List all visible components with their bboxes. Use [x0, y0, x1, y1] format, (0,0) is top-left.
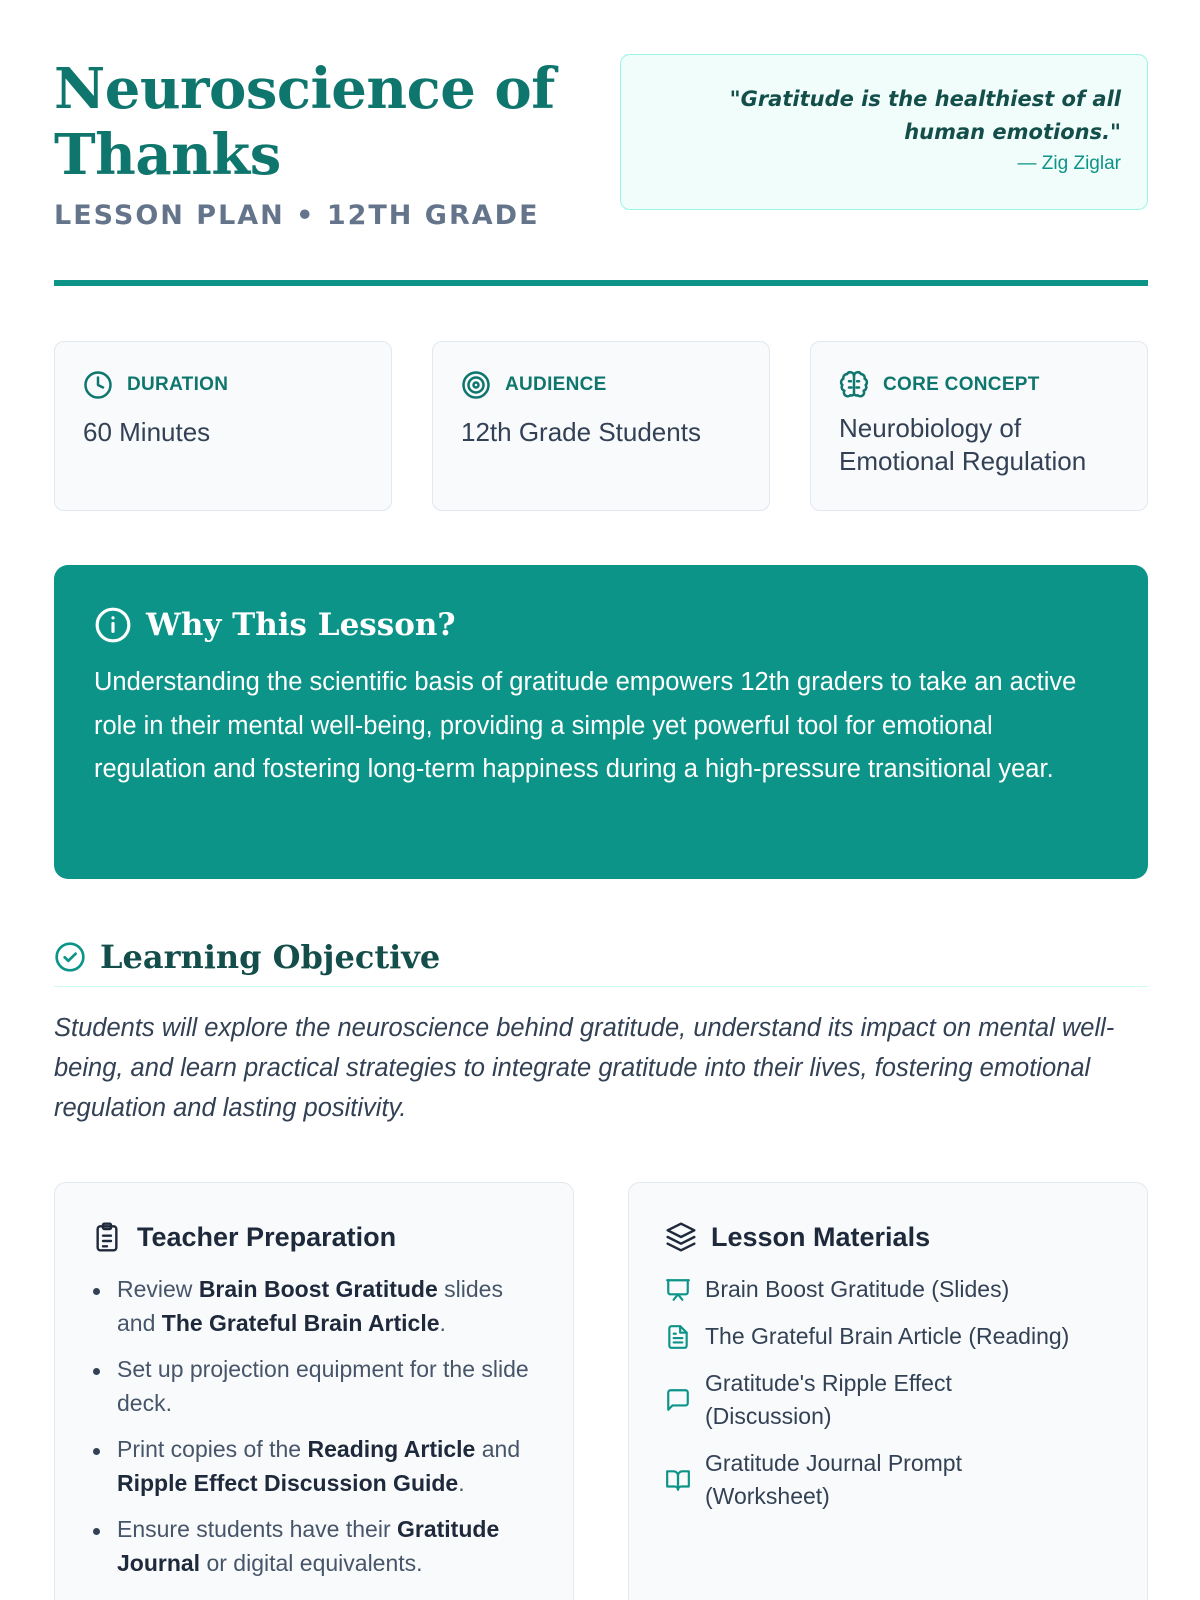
- clock-icon: [83, 370, 113, 400]
- preparation-list: [91, 1273, 539, 1580]
- layers-icon: [665, 1221, 697, 1253]
- material-label: The Grateful Brain Article (Reading): [705, 1323, 1070, 1349]
- info-card-audience: [432, 341, 770, 511]
- info-card-value: 12th Grade Students: [461, 417, 701, 447]
- header-divider: [54, 280, 1148, 286]
- page-subtitle: LESSON PLAN • 12TH GRADE: [54, 200, 540, 231]
- info-card-label: AUDIENCE: [505, 374, 607, 395]
- info-card-value: 60 Minutes: [83, 417, 211, 447]
- list-item: Set up projection equipment for the slide deck.: [91, 1353, 539, 1420]
- book-icon: [665, 1467, 691, 1493]
- quote-text: "Gratitude is the healthiest of all human emotions.": [729, 87, 1121, 144]
- presentation-icon: [665, 1277, 691, 1303]
- objective-header: [54, 935, 1148, 987]
- info-icon: [94, 606, 132, 644]
- page-title: Neuroscience of Thanks: [54, 56, 555, 188]
- material-label: Gratitude's Ripple Effect (Discussion): [705, 1370, 952, 1429]
- teacher-preparation-panel: [54, 1182, 574, 1600]
- brain-icon: [839, 370, 869, 400]
- info-card-label: CORE CONCEPT: [883, 374, 1040, 395]
- material-label: Brain Boost Gratitude (Slides): [705, 1276, 1010, 1302]
- material-label: Gratitude Journal Prompt (Worksheet): [705, 1450, 962, 1509]
- list-item: [665, 1320, 1113, 1353]
- list-item: Review Brain Boost Gratitude slides and The Grateful Brain Article.: [91, 1273, 539, 1340]
- objective-title: Learning Objective: [100, 937, 441, 976]
- quote-box: [620, 54, 1148, 210]
- info-card-label: DURATION: [127, 374, 229, 395]
- lesson-materials-panel: [628, 1182, 1148, 1600]
- list-item: [665, 1367, 1113, 1433]
- clipboard-icon: [91, 1221, 123, 1253]
- document-icon: [665, 1324, 691, 1350]
- why-lesson-body: Understanding the scientific basis of gratitude empowers 12th graders to take an active role in their mental well-being, providing a simple yet powerful tool for emotional regulation and fostering long-term happiness during a high-pressure transitional year.: [94, 668, 1077, 783]
- list-item: [665, 1273, 1113, 1306]
- objective-body: Students will explore the neuroscience behind gratitude, understand its impact on mental well-being, and learn practical strategies to integrate gratitude into their lives, fostering emotional regulation and lasting positivity.: [54, 1014, 1115, 1122]
- quote-author: — Zig Ziglar: [1017, 153, 1121, 174]
- materials-list: [665, 1273, 1113, 1513]
- list-item: Print copies of the Reading Article and Ripple Effect Discussion Guide.: [91, 1433, 539, 1500]
- why-lesson-title: Why This Lesson?: [146, 607, 456, 643]
- target-icon: [461, 370, 491, 400]
- list-item: Ensure students have their Gratitude Journal or digital equivalents.: [91, 1513, 539, 1580]
- check-circle-icon: [54, 941, 86, 973]
- preparation-title: Teacher Preparation: [137, 1221, 397, 1252]
- info-card-duration: [54, 341, 392, 511]
- info-card-core-concept: [810, 341, 1148, 511]
- why-lesson-banner: [54, 565, 1148, 879]
- list-item: [665, 1447, 1113, 1513]
- chat-icon: [665, 1387, 691, 1413]
- materials-title: Lesson Materials: [711, 1221, 931, 1252]
- info-card-value: Neurobiology of Emotional Regulation: [839, 413, 1087, 476]
